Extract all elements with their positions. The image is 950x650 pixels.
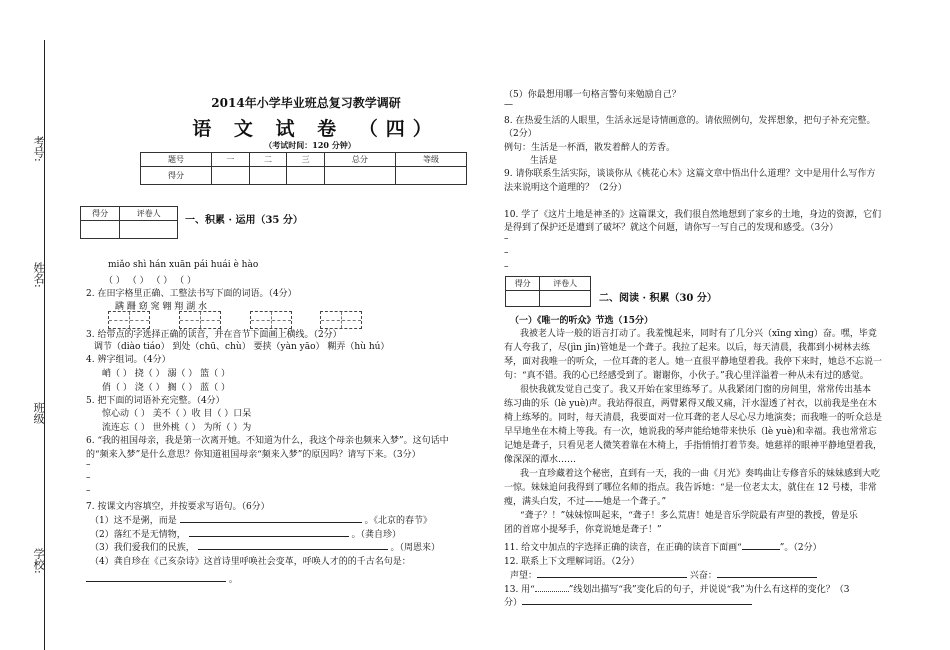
question-10-cont: 是得到了保护还是遭到了破坏？就这个问题，请你写一写自己的发现和感受。（3分） (504, 223, 839, 233)
answer-line[interactable]: – (86, 460, 91, 470)
question-5: 5. 把下面的词语补充完整。（4分） (86, 396, 225, 406)
fill-blank[interactable] (86, 573, 226, 582)
grader-table-1 (80, 206, 178, 239)
section2-heading: 二、阅读 · 积累（30 分） (599, 293, 717, 304)
class-label: 班级 (32, 402, 45, 424)
fill-blank[interactable] (717, 569, 817, 578)
passage-line: 像深深的潭水…… (504, 455, 577, 465)
q12-b-label: 兴奋： (689, 571, 717, 581)
score-header: 三 (287, 153, 325, 167)
answer-line[interactable]: – (504, 262, 509, 272)
q3-options: 调节（diào tiáo） 到处（chū、chù） 要挟（yàn yāo） 糊弄（hù hú） (94, 342, 390, 352)
q7-1-text: （1）这不是粥，而是 (90, 516, 177, 526)
question-4: 4. 辨字组词。（4分） (86, 355, 171, 365)
section1-heading: 一、积累 · 运用（35 分） (185, 215, 303, 226)
exam-number-label: 考号: (32, 136, 45, 162)
q12-answers (510, 568, 817, 581)
grader-name-label: 评卷人 (540, 277, 591, 291)
passage-line: 瘦，满头白发，不过——她是一个聋子。” (504, 497, 667, 507)
q11-text: 11. 给文中加点的字选择正确的读音，在正确的读音下面画“ (504, 543, 742, 553)
question-6: 6. “我的祖国母亲，我是第一次离开她。不知道为什么，我这个母亲也频来入梦”。这句话中 (86, 436, 449, 446)
question-9-cont: 法来说明这个道理的？（2分） (504, 183, 627, 193)
passage-line: 练习曲的乐（lè yuè)声。我站得很直，两臂累得又酸又痛，汗水湿透了衬衣，以前我是坐在木 (504, 399, 877, 409)
school-label: 学校: (32, 548, 45, 574)
example-sentence: 例句：生活是一杯酒，散发着醉人的芳香。 (504, 143, 676, 153)
question-9: 9. 请你联系生活实际，谈谈你从《桃花心木》这篇文章中悟出什么道理？文中是用什么写作方 (504, 169, 876, 179)
passage-line: 有人夸我了，尽(jìn jǐn)管她是一个聋子。我拉了起来。以后，每天清晨，我都到小树林去练 (504, 343, 870, 353)
score-header: 一 (212, 153, 250, 167)
score-cell[interactable] (395, 167, 466, 185)
fill-blank[interactable] (537, 569, 687, 578)
passage-line: 一惊。妹妹追问我得到了哪位名师的指点。我告诉她：“是一位老太太，就住在 12 号楼，非常 (504, 483, 877, 493)
q4-row-1: 峭（ ） 挠（ ） 溺（ ） 篮（ ） (102, 369, 231, 379)
question-13-cont (504, 595, 752, 608)
q8-answer: 生活是 (530, 156, 558, 166)
score-table (140, 152, 467, 185)
grader-cell[interactable] (506, 291, 540, 307)
q7-1-source: 。《北京的春节》 (364, 516, 432, 526)
q13-text: 13. 用“ (504, 585, 535, 595)
question-11 (504, 540, 822, 553)
answer-line[interactable]: — (504, 100, 513, 110)
q4-row-2: 俏（ ） 浇（ ） 搁（ ） 蓝（ ） (102, 383, 231, 393)
passage-line: “聋子？！”妹妹惊叫起来，“聋子！多么荒唐！她是音乐学院最有声望的教授，曾是乐 (520, 511, 858, 521)
score-header: 总分 (324, 153, 395, 167)
fill-blank[interactable] (189, 528, 349, 537)
grader-name-label: 评卷人 (120, 207, 178, 221)
paper-title: 语 文 试 卷 （四） (192, 118, 440, 140)
score-cell[interactable] (249, 167, 287, 185)
score-header: 等级 (395, 153, 466, 167)
question-12: 12. 联系上下文理解词语。（2分） (504, 557, 640, 567)
q7-3-text: （3）我们爱我们的民族， (90, 543, 195, 553)
grader-score-label: 得分 (81, 207, 120, 221)
passage-line: 椅上练琴的。同时，每天清晨，我要面对一位耳聋的老人尽心尽力地演奏；而我唯一的听众总是 (504, 413, 883, 423)
score-cell[interactable] (287, 167, 325, 185)
score-header: 二 (249, 153, 287, 167)
question-13 (504, 582, 850, 595)
q7-item-3 (90, 540, 440, 553)
grader-cell[interactable] (81, 221, 120, 239)
question-6-cont: 的“频来入梦”是什么意思？你知道祖国母亲“频来入梦”的原因吗？请写下来。（3分） (86, 450, 421, 460)
passage-line: 我一直珍藏着这个秘密，直到有一天，我的一曲《月光》奏鸣曲让专修音乐的妹妹感到大吃 (520, 469, 881, 479)
q7-4-end: 。 (228, 575, 238, 585)
question-8-points: （2分） (504, 129, 537, 139)
fill-blank[interactable] (180, 514, 362, 523)
passage-line: 很快我就发觉自己变了。我又开始在家里练琴了。从我紧闭门窗的房间里，常常传出基本 (520, 385, 872, 395)
question-8: 8. 在热爱生活的人眼里，生活永远是诗情画意的。请依照例句，发挥想象，把句子补充完整。 (504, 116, 876, 126)
time-note: （考试时间：120 分钟） (264, 140, 356, 150)
name-label: 姓名: (32, 262, 45, 288)
exam-title: 2014年小学毕业班总复习教学调研 (211, 96, 401, 110)
pinyin-answer-row: （ ） （ ） （ ） （ ） (104, 276, 197, 286)
passage-line: 我被老人诗一般的语言打动了。我羞愧起来，同时有了几分兴（xīng xìng）奋。嘿，毕竟 (520, 329, 877, 339)
answer-line[interactable]: – (504, 248, 509, 258)
answer-line[interactable]: – (504, 234, 509, 244)
passage-line: 句：“真不错。我的心已经感受到了。谢谢你，小伙子。”我心里洋溢着一种从未有过的感觉。 (504, 371, 869, 381)
passage-line: 琴，面对我唯一的听众，一位耳聋的老人。她一直很平静地望着我。我停下来时，她总不忘说一 (504, 357, 883, 367)
passage-title: （一）《唯一的听众》节选（15分） (510, 316, 654, 326)
fill-blank[interactable] (198, 541, 388, 550)
fill-blank[interactable] (522, 596, 752, 605)
q7-item-2 (90, 527, 401, 540)
question-10: 10. 学了《这片土地是神圣的》这篇课文，我们很自然地想到了家乡的土地，身边的资源，它们 (504, 210, 882, 220)
q5-row-1: 惊心动（ ） 美不（ ）收 目（ ）口呆 (102, 409, 252, 419)
passage-line: 团的首席小提琴手，你竟说她是聋子！” (504, 525, 662, 535)
question-2: 2. 在田字格里正确、工整法书写下面的词语。（4分） (86, 289, 297, 299)
question-3: 3. 给带点的字选择正确的读音，并在音节下面画上横线。（2分） (86, 330, 342, 340)
answer-line[interactable]: – (86, 486, 91, 496)
wavy-line-sample (535, 583, 569, 592)
q7-3-source: 。（周恩来） (390, 543, 440, 553)
question-7: 7. 按课文内容填空，并按要求写语句。（6分） (86, 502, 270, 512)
q5-row-2: 流连忘（ ） 世外桃（ ） 为所（ ）为 (102, 423, 252, 433)
q11-tail: ”。（2分） (779, 543, 822, 553)
grader-cell[interactable] (540, 291, 591, 307)
q2-words: 蹒 跚 窈 窕 翱 翔 湖 水 (115, 302, 208, 312)
pinyin-row: miǎo shì hán xuān pái huái è hào (108, 260, 259, 270)
score-header: 题号 (141, 153, 212, 167)
grader-score-label: 得分 (506, 277, 540, 291)
q7-item-4-answer (86, 572, 238, 585)
passage-line: 记她是聋子，只看见老人微笑着靠在木椅上，手指悄悄打着节奏。她慈祥的眼神平静地望着我， (504, 441, 883, 451)
passage-line: 早早地坐在木椅上等我。有一次，她说我的琴声能给她带来快乐（lè yuè)和幸福。我也常常忘 (504, 427, 877, 437)
q7-item-5: （5）你最想用哪一句格言警句来勉励自己？ (504, 90, 681, 100)
grader-cell[interactable] (120, 221, 178, 239)
underline-sample (742, 541, 780, 550)
q13-tail: 分） (504, 598, 523, 608)
score-cell[interactable] (212, 167, 250, 185)
answer-line[interactable]: – (86, 473, 91, 483)
q13-mid: ”线划出描写“我”变化后的句子，并说说“我”为什么有这样的变化？（3 (568, 585, 850, 595)
score-row-label: 得分 (141, 167, 212, 185)
q7-2-source: 。（龚自珍） (351, 530, 401, 540)
q7-item-4: （4）龚自珍在《己亥杂诗》这首诗里呼唤社会变革，呼唤人才的的千古名句是： (90, 557, 411, 567)
q7-item-1 (90, 513, 432, 526)
q12-a-label: 声望： (510, 571, 538, 581)
q7-2-text: （2）落红不是无情物， (90, 530, 186, 540)
score-cell[interactable] (324, 167, 395, 185)
grader-table-2 (505, 276, 591, 307)
